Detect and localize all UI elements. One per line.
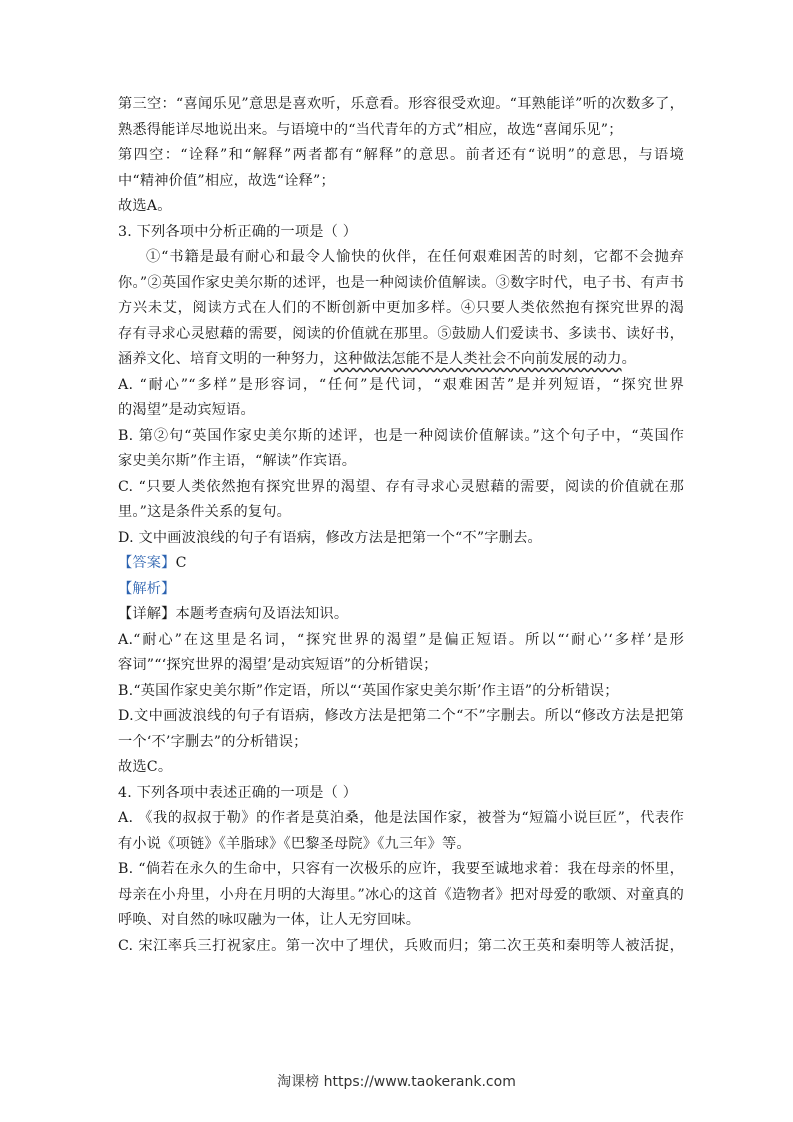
text-line (118, 271, 684, 297)
line-text: 有小说《项链》《羊脂球》《巴黎圣母院》《九三年》等。 (118, 835, 471, 852)
text-line (118, 245, 684, 271)
text-line (118, 857, 684, 883)
line-text: 中“精神价值”相应，故选“诠释”； (118, 172, 335, 189)
section-tag: 【答案】 (118, 555, 176, 571)
text-line (118, 934, 684, 960)
text-line (118, 526, 684, 552)
text-line (118, 296, 684, 322)
text-line (118, 92, 684, 118)
line-text: 故选A。 (118, 198, 172, 214)
text-line (118, 883, 684, 909)
line-text: 。 (621, 351, 636, 367)
line-text: 一个‘不’字删去”的分析错误； (118, 733, 308, 750)
text-line (118, 475, 684, 501)
line-text: 存有寻求心灵慰藉的需要，阅读的价值就在那里。⑤鼓励人们爱读书、多读书、读好书， (118, 325, 684, 342)
text-line (118, 398, 684, 424)
line-text: 你。”②英国作家史美尔斯的述评，也是一种阅读价值解读。③数字时代，电子书、有声书 (118, 274, 684, 291)
line-text: 涵养文化、培育文明的一种努力， (118, 351, 334, 367)
text-line (118, 832, 684, 858)
text-line (118, 908, 684, 934)
text-line (118, 500, 684, 526)
line-text: 熟悉得能详尽地说出来。与语境中的“当代青年的方式”相应，故选“喜闻乐见”； (118, 121, 623, 138)
text-line (118, 755, 684, 781)
line-text: 第三空：“喜闻乐见”意思是喜欢听，乐意看。形容很受欢迎。“耳熟能详”听的次数多了， (118, 96, 684, 112)
text-line (118, 806, 684, 832)
text-line (118, 194, 684, 220)
text-line (118, 322, 684, 348)
line-text: A. 《我的叔叔于勒》的作者是莫泊桑，他是法国作家，被誉为“短篇小说巨匠”，代表作 (118, 810, 684, 826)
wavy-underlined-sentence: 这种做法怎能不是人类社会不向前发展的动力 (333, 351, 622, 367)
line-text: C. “只要人类依然抱有探究世界的渴望、存有寻求心灵慰藉的需要，阅读的价值就在那 (118, 478, 684, 495)
text-line (118, 424, 684, 450)
text-line (118, 704, 684, 730)
document-body (118, 92, 684, 959)
line-text: B.“英国作家史美尔斯”作定语，所以“‘英国作家史美尔斯’作主语”的分析错误； (118, 682, 619, 699)
text-line (118, 551, 684, 577)
text-line (118, 143, 684, 169)
line-text: B. “倘若在永久的生命中，只容有一次极乐的应许，我要至诚地求着：我在母亲的怀里， (118, 861, 684, 877)
text-line (118, 169, 684, 195)
text-line (118, 781, 684, 807)
text-line (118, 373, 684, 399)
text-line (118, 449, 684, 475)
line-text: B. 第②句“英国作家史美尔斯的述评，也是一种阅读价值解读。”这个句子中，“英国作 (118, 427, 684, 444)
line-text: D.文中画波浪线的句子有语病，修改方法是把第二个“不”字删去。所以“修改方法是把第 (118, 708, 684, 724)
line-text: C. 宋江率兵三打祝家庄。第一次中了埋伏，兵败而归；第二次王英和秦明等人被活捉， (118, 937, 684, 954)
text-line (118, 577, 684, 603)
line-text: 3. 下列各项中分析正确的一项是（ ） (118, 223, 358, 240)
line-text: 母亲在小舟里，小舟在月明的大海里。”冰心的这首《造物者》把对母爱的歌颂、对童真的 (118, 886, 684, 903)
text-line (118, 679, 684, 705)
text-line (118, 628, 684, 654)
line-text: 故选C。 (118, 759, 173, 775)
line-text: 第四空：“诠释”和“解释”两者都有“解释”的意思。前者还有“说明”的意思，与语境 (118, 147, 684, 163)
line-text: 【详解】本题考查病句及语法知识。 (118, 606, 349, 622)
text-line (118, 653, 684, 679)
line-text: D. 文中画波浪线的句子有语病，修改方法是把第一个“不”字删去。 (118, 529, 542, 546)
text-line (118, 118, 684, 144)
line-text: 方兴未艾，阅读方式在人们的不断创新中更加多样。④只要人类依然抱有探究世界的渴 (118, 300, 684, 316)
line-text: 家史美尔斯”作主语，“解读”作宾语。 (118, 453, 357, 469)
footer-watermark: 淘课榜 https://www.taokerank.com (277, 1074, 516, 1090)
line-text: 4. 下列各项中表述正确的一项是（ ） (118, 784, 358, 801)
line-text: C (175, 555, 187, 571)
line-text: 呼唤、对自然的咏叹融为一体，让人无穷回味。 (118, 912, 421, 928)
line-text: 的渴望”是动宾短语。 (118, 402, 255, 418)
line-text: 里。”这是条件关系的复句。 (118, 504, 292, 520)
line-text: A. “耐心”“多样”是形容词，“任何”是代词，“艰难困苦”是并列短语，“探究世界 (118, 376, 684, 393)
section-tag: 【解析】 (118, 580, 176, 597)
text-line (118, 730, 684, 756)
line-text: ①“书籍是最有耐心和最令人愉快的伙伴，在任何艰难困苦的时刻，它都不会抛弃 (146, 249, 684, 265)
text-line (118, 220, 684, 246)
line-text: 容词”“‘探究世界的渴望’是动宾短语”的分析错误； (118, 657, 438, 673)
text-line (118, 347, 684, 373)
line-text: A.“耐心”在这里是名词，“探究世界的渴望”是偏正短语。所以“‘耐心’‘多样’是形 (118, 631, 684, 648)
text-line (118, 602, 684, 628)
